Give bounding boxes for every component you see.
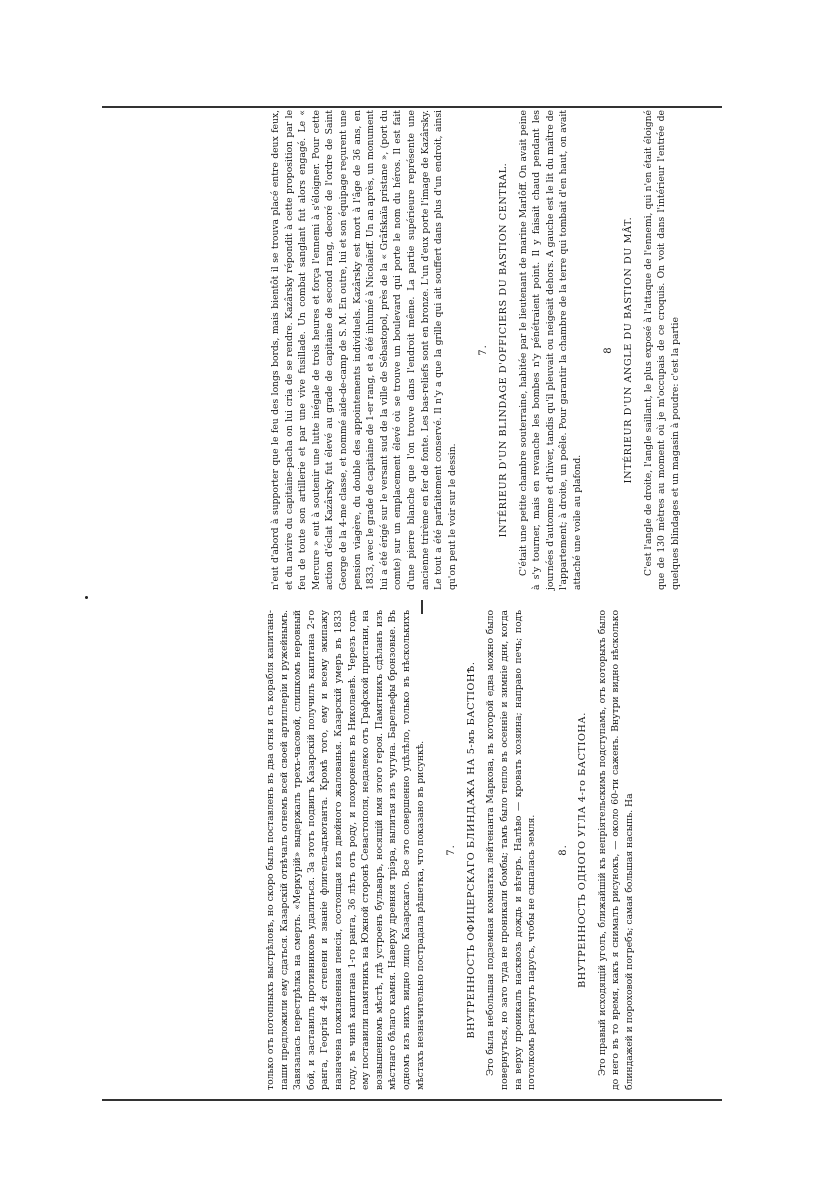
russian-section-7-number: 7.: [446, 844, 458, 856]
french-section-8-text: C'est l'angle de droite, l'angle saillant, le plus exposé à l'attaque de l'ennemi, qui n'en était éloigné que de 130 mètres au moment où je m'occupais de ce croquis. On voit dans l'intérieur l'entrée de quelques blindages et un magasin à poudre: c'est la partie: [642, 110, 681, 590]
french-section-7-text: C'était une petite chambre souterraine, habitée par le lieutenant de marine Marlôff. On avait peine à s'y tourner, mais en revanche les bombes n'y pénétraient point. Il y faisait chaud pendant les journées d'automne et d'hiver, tandis qu'il pleuvait ou neigeait dehors. A gauche est le lit du maître de l'appartement; à droite, un poêle. Pour garantir la chambre de la terre qui tombait d'en haut, on avait attaché une voile au plafond.: [517, 110, 583, 590]
page-frame-top-line: [102, 106, 722, 108]
french-column: [269, 110, 681, 590]
russian-paragraph-kazarsky: только отъ потопныхъ выстрѣловъ, но скоро былъ поставленъ въ два огня и съ корабля капитана-паши предложили ему сдаться. Казарскій отвѣчалъ огнемъ всей своей артиллеріи и ружейнымъ. Завязалась перестрѣлка на смерть. «Меркурій» выдержалъ трехъ-часовой, слишкомъ неровный бой, и заставилъ противниковъ удалиться. За этотъ подвигъ Казарскій получилъ капитана 2-го ранга, Георгія 4-й степени и званіе флигель-адъютанта. Кромѣ того, ему и всему экипажу назначена пожизненная пенсія, состоящая изъ двойного жалованья. Казарскій умеръ въ 1833 году, въ чинѣ капитана 1-го ранга, 36 лѣтъ отъ роду, и похороненъ въ Николаевѣ. Черезъ годъ ему поставили памятникъ на Южной сторонѣ Севастополя, недалеко отъ Графской пристани, на возвышенномъ мѣстѣ, гдѣ устроенъ бульваръ, носящій имя этого героя. Памятникъ сдѣланъ изъ мѣстнаго бѣлаго камня. Наверху древняя тріэра, вылитая изъ чугуна. Барельефы бронзовые. Въ одномъ изъ нихъ видно лицо Казарскаго. Все это совершенно уцѣлѣло, только въ нѣсколькихъ мѣстахъ незначительно пострадала рѣшетка, что показано въ рисункѣ.: [265, 610, 426, 1090]
french-section-7-number: 7.: [478, 344, 490, 356]
russian-section-7-title: ВНУТРЕННОСТЬ ОФИЦЕРСКАГО БЛИНДАЖА НА 5-мъ БАСТІОНѢ.: [465, 661, 477, 1039]
russian-section-8-number: 8.: [557, 844, 569, 856]
scan-speck: [85, 596, 88, 599]
french-section-7-title: INTÉRIEUR D'UN BLINDAGE D'OFFICIERS DU BASTION CENTRAL.: [497, 162, 509, 538]
russian-column: [264, 610, 636, 1090]
page-frame-bottom-line: [102, 1099, 722, 1101]
russian-section-7-text: Это была небольшая подземная комнатка лейтенанта Маркова, въ которой едва можно было повернуться, но зато туда не проникали бомбы; тамъ было тепло въ осеннiе и зимніе дни, когда на верху проникалъ насквозь дождь и вѣтеръ. Налѣво — кровать хозяина; направо печь; подъ потолкомъ растянутъ парусъ, чтобы не сыпалась земля.: [485, 610, 538, 1090]
french-section-8-title: INTÉRIEUR D'UN ANGLE DU BASTION DU MÂT.: [623, 216, 635, 484]
french-section-8-number: 8: [603, 346, 615, 354]
russian-section-8-text: Это правый исходящій уголъ, ближайшій къ непріятельскимъ подступамъ, отъ которыхъ было до него въ то время, какъ я снималъ рисунокъ, — около 60-ти саженъ. Внутри видно нѣсколько блиндажей и пороховой погребъ; самая большая насыпь. На: [596, 610, 636, 1090]
french-paragraph-kazarsky: n'eut d'abord à supporter que le feu des longs bords, mais bientôt il se trouva placé entre deux feux, et du navire du capitaine-pacha on lui cria de se rendre. Kazârsky répondit à cette proposition par le feu de toute son artillerie et par une vive fusillade. Un combat sanglant fut alors engagé. Le « Mercure » eut à soutenir une lutte inégale de trois heures et força l'ennemi à s'éloigner. Pour cette action d'éclat Kazârsky fut élevé au grade de capitaine de second rang, decoré de l'ordre de Saint George de la 4-me classe, et nommé aide-de-camp de S. M. En outre, lui et son équipage reçurent une pension viagère, du double des appointements individuels. Kazârsky est mort à l'âge de 36 ans, en 1833, avec le grade de capitaine de 1-er rang, et a été inhumé à Nicolaïeff. Un an après, un monument lui a été érigé sur le versant sud de la ville de Sébastopol, près de la « Grâfskaïa pristane », (port du comte) sur un emplacement élevé où se trouve un boulevard qui porte le nom du héros. Il est fait d'une pierre blanche que l'on trouve dans l'endroit même. La partie supérieure représente une ancienne trirème en fer de fonte. Les bas-reliefs sont en bronze. L'un d'eux porte l'image de Kazârsky. Le tout a été parfaitement conservé. Il n'y a que la grille qui ait souffert dans plus d'un endroit, ainsi qu'on peut le voir sur le dessin.: [270, 110, 458, 590]
russian-section-8-title: ВНУТРЕННОСТЬ ОДНОГО УГЛА 4-го БАСТІОНА.: [577, 712, 589, 988]
